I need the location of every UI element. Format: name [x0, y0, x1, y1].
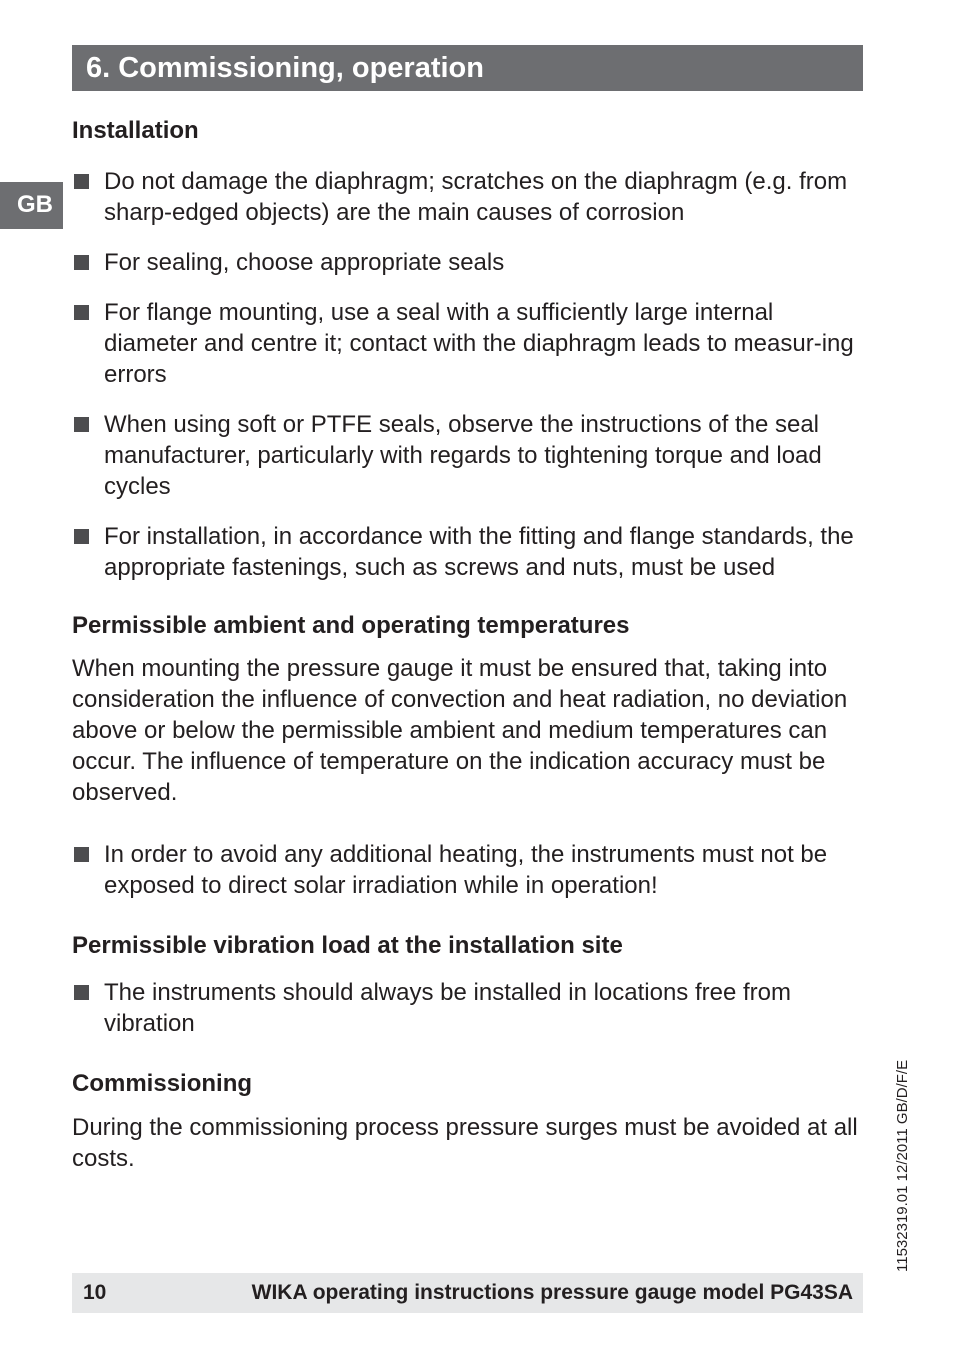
language-tab-label: GB — [17, 191, 53, 218]
footer-title: WIKA operating instructions pressure gauge model PG43SA — [251, 1281, 853, 1304]
section-title: 6. Commissioning, operation — [86, 52, 484, 84]
installation-list — [72, 166, 864, 583]
temperatures-heading: Permissible ambient and operating temperatures — [72, 612, 630, 639]
list-item — [72, 409, 864, 502]
list-item-text: Do not damage the diaphragm; scratches on the diaphragm (e.g. from sharp-edged objects) are the main causes of corrosion — [104, 168, 848, 226]
list-item-text: For sealing, choose appropriate seals — [104, 249, 505, 276]
page-content — [72, 115, 864, 1174]
square-bullet-icon — [74, 255, 89, 270]
list-item — [72, 166, 864, 228]
vibration-list — [72, 977, 864, 1039]
square-bullet-icon — [74, 529, 89, 544]
language-tab — [0, 182, 63, 229]
temperatures-paragraph: When mounting the pressure gauge it must be ensured that, taking into consideration the influence of convection and heat radiation, no deviation above or below the permissible ambient and medium temperatures can occur. The influence of temperature on the indication accuracy must be observed. — [72, 655, 848, 806]
square-bullet-icon — [74, 847, 89, 862]
section-header-bar — [72, 45, 863, 91]
list-item — [72, 247, 864, 278]
document-code: 11532319.01 12/2011 GB/D/F/E — [894, 1059, 911, 1272]
installation-heading: Installation — [72, 117, 199, 144]
vibration-heading: Permissible vibration load at the installation site — [72, 932, 623, 959]
square-bullet-icon — [74, 417, 89, 432]
list-item — [72, 839, 864, 901]
list-item — [72, 521, 864, 583]
square-bullet-icon — [74, 174, 89, 189]
square-bullet-icon — [74, 305, 89, 320]
square-bullet-icon — [74, 985, 89, 1000]
list-item-text: For installation, in accordance with the fitting and flange standards, the appropriate fastenings, such as screws and nuts, must be used — [104, 523, 854, 581]
list-item-text: For flange mounting, use a seal with a sufficiently large internal diameter and centre it; contact with the diaphragm leads to measur-ing errors — [104, 299, 854, 388]
list-item-text: When using soft or PTFE seals, observe the instructions of the seal manufacturer, particularly with regards to tightening torque and load cycles — [104, 411, 822, 500]
list-item — [72, 977, 864, 1039]
footer-bar — [72, 1273, 863, 1313]
temperatures-list — [72, 839, 864, 901]
list-item — [72, 297, 864, 390]
list-item-text: The instruments should always be installed in locations free from vibration — [104, 979, 791, 1037]
commissioning-paragraph: During the commissioning process pressure surges must be avoided at all costs. — [72, 1114, 858, 1172]
list-item-text: In order to avoid any additional heating, the instruments must not be exposed to direct solar irradiation while in operation! — [104, 841, 828, 899]
page-number: 10 — [83, 1281, 107, 1304]
commissioning-heading: Commissioning — [72, 1070, 253, 1097]
